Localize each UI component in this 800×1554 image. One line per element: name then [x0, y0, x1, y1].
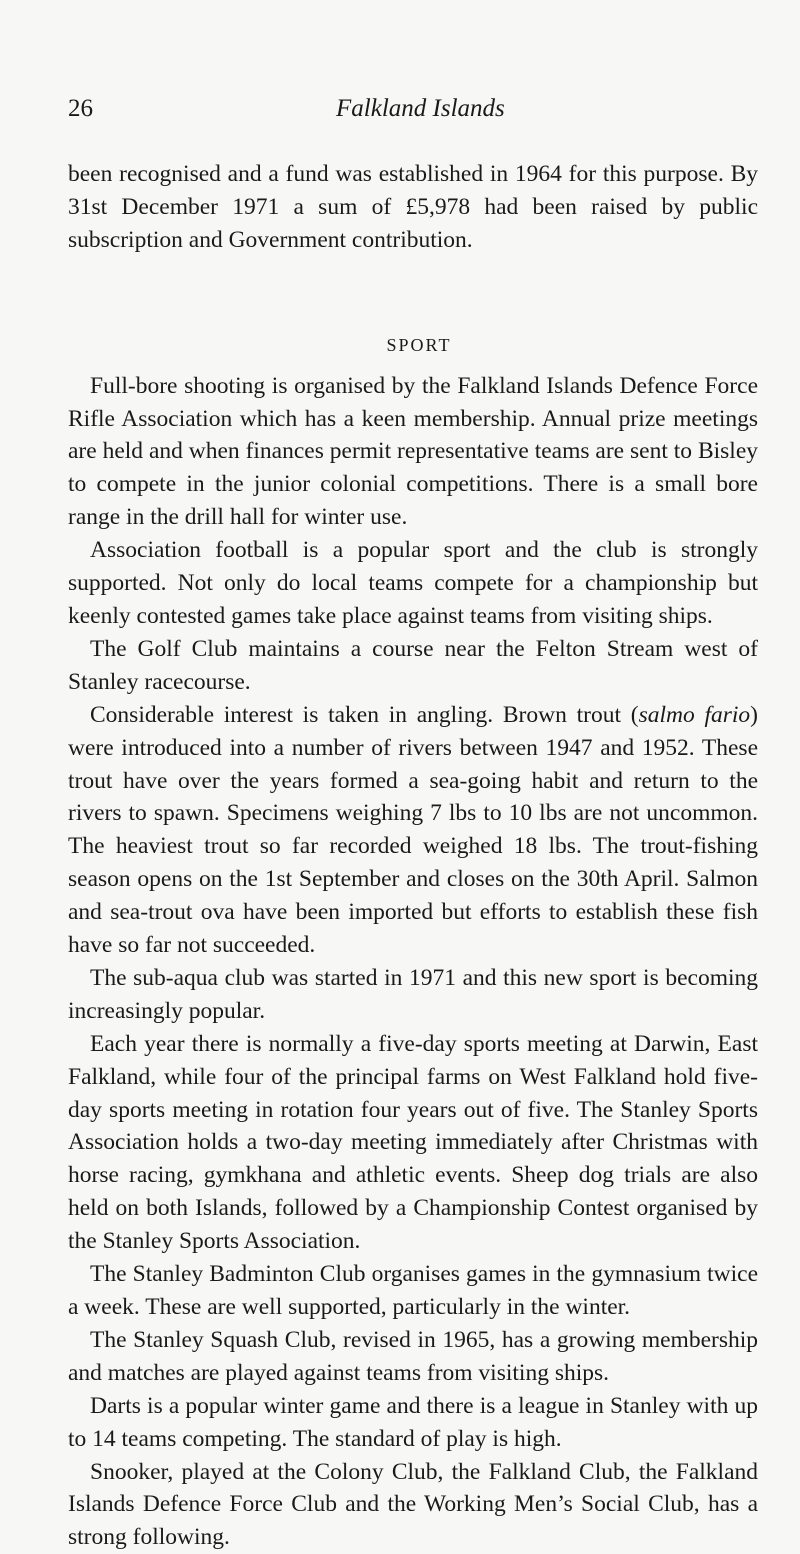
paragraph-darts: Darts is a popular winter game and there is a league in Stanley with up to 14 teams competing. The standard of play is high. — [68, 1392, 758, 1452]
page-header — [68, 95, 748, 135]
angling-text-end: ) were introduced into a number of rivers between 1947 and 1952. These trout have over the years formed a sea-going habit and return to the rivers to spawn. Specimens weighing 7 lbs to 10 lbs are not uncommon. The heaviest trout so far recorded weighed 18 lbs. The trout-fishing season opens on the 1st September and closes on the 30th April. Salmon and sea-trout ova have been imported but efforts to establish these fish have so far not succeeded. — [68, 701, 758, 959]
angling-text-start: Considerable interest is taken in angling. Brown trout ( — [90, 701, 639, 728]
running-title: Falkland Islands — [336, 95, 505, 122]
paragraph-golf: The Golf Club maintains a course near the Felton Stream west of Stanley racecourse. — [68, 635, 758, 695]
intro-paragraph: been recognised and a fund was established in 1964 for this purpose. By 31st December 1971 a sum of £5,978 had been raised by public subscription and Government contribution. — [68, 161, 758, 253]
paragraph-shooting: Full-bore shooting is organised by the Falkland Islands Defence Force Rifle Association which has a keen membership. Annual prize meetings are held and when finances permit representative teams are sent to Bisley to compete in the junior colonial competitions. There is a small bore range in the drill hall for winter use. — [68, 372, 758, 531]
paragraph-football: Association football is a popular sport and the club is strongly supported. Not only do local teams compete for a championship but keenly contested games take place against teams from visiting ships. — [68, 537, 758, 629]
paragraph-snooker: Snooker, played at the Colony Club, the Falkland Club, the Falkland Islands Defence Force Club and the Working Men’s Social Club, has a strong following. — [68, 1458, 758, 1551]
paragraph-sub-aqua: The sub-aqua club was started in 1971 and this new sport is becoming increasingly popular. — [68, 964, 758, 1024]
paragraph-sports-meeting: Each year there is normally a five-day sports meeting at Darwin, East Falkland, while four of the principal farms on West Falkland hold five-day sports meeting in rotation four years out of five. The Stanley Sports Association holds a two-day meeting immediately after Christmas with horse racing, gymkhana and athletic events. Sheep dog trials are also held on both Islands, followed by a Championship Contest organised by the Stanley Sports Association. — [68, 1030, 758, 1255]
section-heading-sport: SPORT — [386, 334, 452, 355]
body-text — [68, 158, 758, 1554]
paragraph-badminton: The Stanley Badminton Club organises games in the gymnasium twice a week. These are well supported, particularly in the winter. — [68, 1261, 758, 1320]
paragraph-squash: The Stanley Squash Club, revised in 1965, has a growing membership and matches are played against teams from visiting ships. — [68, 1326, 758, 1386]
paragraph-angling — [68, 699, 758, 962]
angling-species-name: salmo fario — [638, 701, 751, 728]
page-number: 26 — [68, 95, 93, 122]
